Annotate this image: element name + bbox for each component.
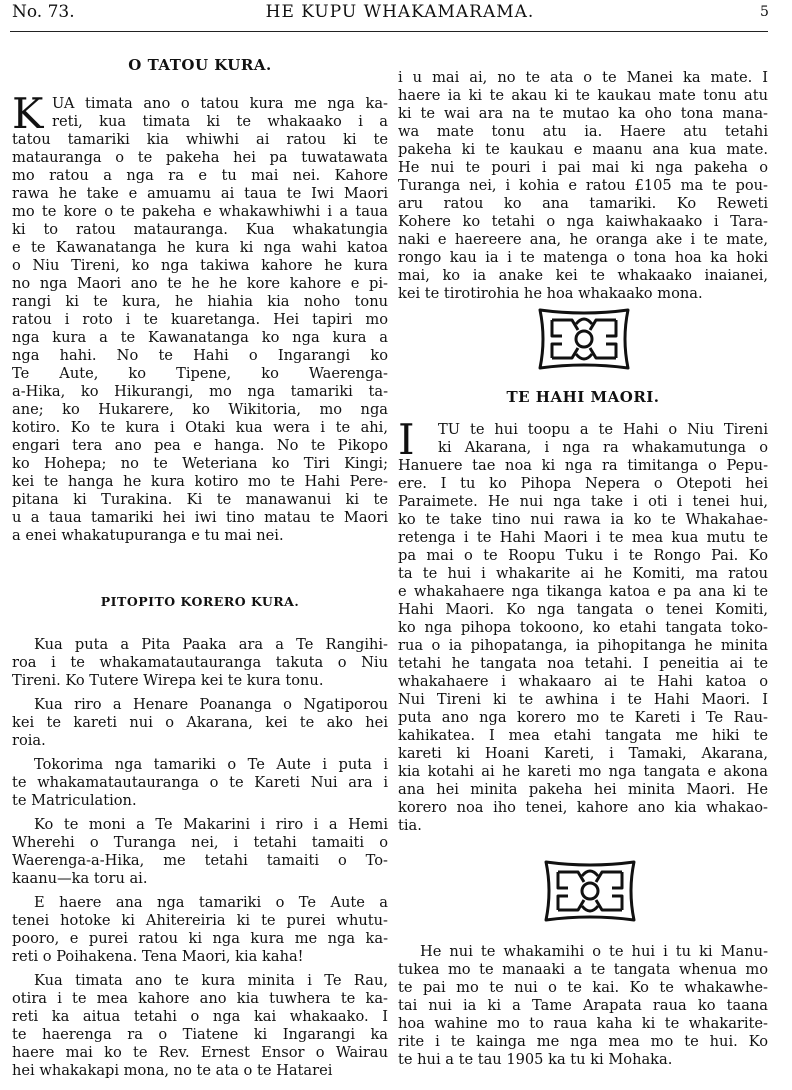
paragraph xyxy=(398,415,768,835)
text-line: Tokorima nga tamariki o Te Aute i puta i xyxy=(34,756,388,773)
paragraph xyxy=(12,756,388,810)
text-line: ko Hohepa; no te Weteriana ko Tiri Kingi; xyxy=(12,455,388,472)
text-line: ko nga pihopa tokoono, ko etahi tangata toko- xyxy=(398,619,768,636)
text-line: kia kotahi ai he kareti mo nga tangata e akona xyxy=(398,763,768,780)
text-line: kotiro. Ko te kura i Otaki kua wera i te ahi, xyxy=(12,419,388,436)
text-line: te haerenga ra o Tiatene ki Ingarangi ka xyxy=(12,1026,388,1043)
text-line: te hui a te tau 1905 ka tu ki Mohaka. xyxy=(398,1051,673,1068)
right-column xyxy=(398,0,768,1090)
text-line: TU te hui toopu a te Hahi o Niu Tireni xyxy=(438,421,768,438)
paragraph xyxy=(12,816,388,888)
text-line: reti o Poihakena. Tena Maori, kia kaha! xyxy=(12,948,304,965)
article-heading-o-tatou-kura: O TATOU KURA. xyxy=(128,56,272,74)
text-line: pooro, e purei ratou ki nga kura me nga ka- xyxy=(12,930,388,947)
text-line: Kohere ko tetahi o nga kaiwhakaako i Tara- xyxy=(398,213,768,230)
text-line: matauranga o te pakeha hei pa tuwatawata xyxy=(12,149,388,166)
text-line: u a taua tamariki hei iwi tino matau te Maori xyxy=(12,509,388,526)
text-line: Wherehi o Turanga nei, i tetahi tamaiti o xyxy=(12,834,388,851)
text-line: a-Hika, ko Hikurangi, mo nga tamariki ta- xyxy=(12,383,388,400)
text-line: tatou tamariki kia whiwhi ai ratou ki te xyxy=(12,131,388,148)
text-line: haere ia ki te akau ki te kaukau mate tonu atu xyxy=(398,87,768,104)
text-line: UA timata ano o tatou kura me nga ka- xyxy=(52,95,388,112)
text-line: e te Kawanatanga he kura ki nga wahi katoa xyxy=(12,239,388,256)
text-line: e whakahaere nga tikanga katoa e pa ana ki te xyxy=(398,583,768,600)
text-line: i u mai ai, no te ata o te Manei ka mate. I xyxy=(398,69,768,86)
text-line: aru ratou ko ana tamariki. Ko Reweti xyxy=(398,195,768,212)
text-line: haere mai ko te Rev. Ernest Ensor o Wairau xyxy=(12,1044,388,1061)
text-line: kei te tirotirohia he hoa whakaako mona. xyxy=(398,285,703,302)
page-number: 5 xyxy=(760,4,769,20)
text-line: hei whakakapi mona, no te ata o te Hatarei xyxy=(12,1062,333,1079)
paragraph xyxy=(398,943,768,1069)
left-column xyxy=(12,0,388,1090)
text-line: ki te wai ara na te mutao ka oho tona mana- xyxy=(398,105,768,122)
text-line: rua o ia pihopatanga, ia pihopitanga he minita xyxy=(398,637,768,654)
text-line: korero noa iho tenei, kahore ano kia whakao- xyxy=(398,799,768,816)
text-line: puta ano nga korero mo te Kareti i Te Rau- xyxy=(398,709,768,726)
drop-cap: K xyxy=(12,89,44,138)
text-line: te pai mo te nui o te kai. Ko te whakawhe- xyxy=(398,979,768,996)
text-line: rangi ki te kura, he hiahia kia noho tonu xyxy=(12,293,388,310)
maori-ornament-icon xyxy=(538,858,642,924)
text-line: naki e haereere ana, he oranga ake i te mate, xyxy=(398,231,768,248)
issue-number: No. 73. xyxy=(12,2,75,22)
article-body-pitopito-korero-kura xyxy=(12,636,388,1086)
text-line: nga hahi. No te Hahi o Ingarangi ko xyxy=(12,347,388,364)
text-line: pakeha ki te kaukau e maanu ana kua mate. xyxy=(398,141,768,158)
text-line: tai nui ia ki a Tame Arapata raua ko taana xyxy=(398,997,768,1014)
text-line: mo ratou a nga ra e tu mai nei. Kahore xyxy=(12,167,388,184)
text-line: pa mai o te Roopu Tuku i te Rongo Pai. Ko xyxy=(398,547,768,564)
article-body-o-tatou-kura xyxy=(12,89,388,545)
paragraph xyxy=(12,636,388,690)
text-line: kaanu—ka toru ai. xyxy=(12,870,148,887)
text-line: Kua puta a Pita Paaka ara a Te Rangihi- xyxy=(34,636,388,653)
text-line: pitana ki Turakina. Ki te manawanui ki te xyxy=(12,491,388,508)
text-line: te whakamatautauranga o te Kareti Nui ara i xyxy=(12,774,388,791)
text-line: kei te hanga he kura kotiro mo te Hahi Pere- xyxy=(12,473,388,490)
text-line: rongo kau ia i te matenga o tona hoa ka hoki xyxy=(398,249,768,266)
text-line: engari tera ano pea e hanga. No te Pikopo xyxy=(12,437,388,454)
text-line: Waerenga-a-Hika, me tetahi tamaiti o To- xyxy=(12,852,388,869)
text-line: E haere ana nga tamariki o Te Aute a xyxy=(34,894,388,911)
text-line: Kua timata ano te kura minita i Te Rau, xyxy=(34,972,388,989)
text-line: Kua riro a Henare Poananga o Ngatiporou xyxy=(34,696,388,713)
text-line: ki to ratou matauranga. Kua whakatungia xyxy=(12,221,388,238)
text-line: He nui te whakamihi o te hui i tu ki Manu- xyxy=(420,943,768,960)
paragraph xyxy=(12,89,388,545)
text-line: tia. xyxy=(398,817,422,834)
text-line: tenei hotoke ki Ahitereiria ki te purei whutu- xyxy=(12,912,388,929)
text-line: ana hei minita pakeha hei minita Maori. He xyxy=(398,781,768,798)
article-heading-pitopito-korero-kura: PITOPITO KORERO KURA. xyxy=(100,594,300,609)
text-line: Hanuere tae noa ki nga ra timitanga o Pepu- xyxy=(398,457,768,474)
text-line: kareti ki Hoani Kareti, i Tamaki, Akarana, xyxy=(398,745,768,762)
article-continuation xyxy=(398,69,768,303)
text-line: te Matriculation. xyxy=(12,792,137,809)
text-line: tetahi he tangata noa tetahi. I peneitia ai te xyxy=(398,655,768,672)
drop-cap: I xyxy=(398,415,415,464)
text-line: ko te take tino nui rawa ia ko te Whakahae- xyxy=(398,511,768,528)
text-line: whakahaere i whakaaro ai te Hahi katoa o xyxy=(398,673,768,690)
text-line: rite i te kainga me nga mea mo te hui. Ko xyxy=(398,1033,768,1050)
text-line: ki Akarana, i nga ra whakamutunga o xyxy=(438,439,768,456)
text-line: ere. I tu ko Pihopa Nepera o Otepoti hei xyxy=(398,475,768,492)
text-line: Hahi Maori. Ko nga tangata o tenei Komiti, xyxy=(398,601,768,618)
text-line: a enei whakatupuranga e tu mai nei. xyxy=(12,527,284,544)
paragraph xyxy=(12,972,388,1080)
text-line: He nui te pouri i pai mai ki nga pakeha o xyxy=(398,159,768,176)
text-line: Nui Tireni ki te awhina i te Hahi Maori. I xyxy=(398,691,768,708)
text-line: ratou i roto i te kuaretanga. Hei tapiri mo xyxy=(12,311,388,328)
text-line: ane; ko Hukarere, ko Wikitoria, mo nga xyxy=(12,401,388,418)
closing-paragraph xyxy=(398,943,768,1069)
text-line: otira i te mea kahore ano kia tuwhera te ka- xyxy=(12,990,388,1007)
paragraph xyxy=(12,696,388,750)
maori-ornament-icon xyxy=(532,306,636,372)
text-line: Tireni. Ko Tutere Wirepa kei te kura tonu. xyxy=(12,672,324,689)
text-line: retenga i te Hahi Maori i te mea kua mutu te xyxy=(398,529,768,546)
text-line: kahikatea. I mea etahi tangata me hiki te xyxy=(398,727,768,744)
text-line: wa mate tonu atu ia. Haere atu tetahi xyxy=(398,123,768,140)
text-line: Turanga nei, i kohia e ratou £105 ma te pou- xyxy=(398,177,768,194)
text-line: reti, kua timata ki te whakaako i a xyxy=(52,113,388,130)
text-line: mai, ko ia anake kei te whakaako inaianei, xyxy=(398,267,768,284)
paragraph xyxy=(398,69,768,303)
article-heading-te-hahi-maori: TE HAHI MAORI. xyxy=(506,388,660,406)
text-line: Paraimete. He nui nga take i oti i tenei hui, xyxy=(398,493,768,510)
text-line: ta te hui i whakarite ai he Komiti, ma ratou xyxy=(398,565,768,582)
text-line: hoa wahine mo to raua kaha ki te whakarite- xyxy=(398,1015,768,1032)
paragraph xyxy=(12,894,388,966)
article-body-te-hahi-maori xyxy=(398,415,768,835)
text-line: Te Aute, ko Tipene, ko Waerenga- xyxy=(12,365,388,382)
publication-title: HE KUPU WHAKAMARAMA. xyxy=(265,2,535,22)
text-line: reti ka aitua tetahi o nga kai whakaako. I xyxy=(12,1008,388,1025)
text-line: mo te kore o te pakeha e whakawhiwhi i a taua xyxy=(12,203,388,220)
text-line: nga kura a te Kawanatanga ko nga kura a xyxy=(12,329,388,346)
text-line: rawa he take e amuamu ai taua te Iwi Maori xyxy=(12,185,388,202)
text-line: o Niu Tireni, ko nga takiwa kahore he kura xyxy=(12,257,388,274)
text-line: tukea mo te manaaki a te tangata whenua mo xyxy=(398,961,768,978)
text-line: Ko te moni a Te Makarini i riro i a Hemi xyxy=(34,816,388,833)
text-line: roa i te whakamatautauranga takuta o Niu xyxy=(12,654,388,671)
text-line: kei te kareti nui o Akarana, kei te ako hei xyxy=(12,714,388,731)
text-line: roia. xyxy=(12,732,46,749)
text-line: no nga Maori ano te he he kore kahore e pi- xyxy=(12,275,388,292)
